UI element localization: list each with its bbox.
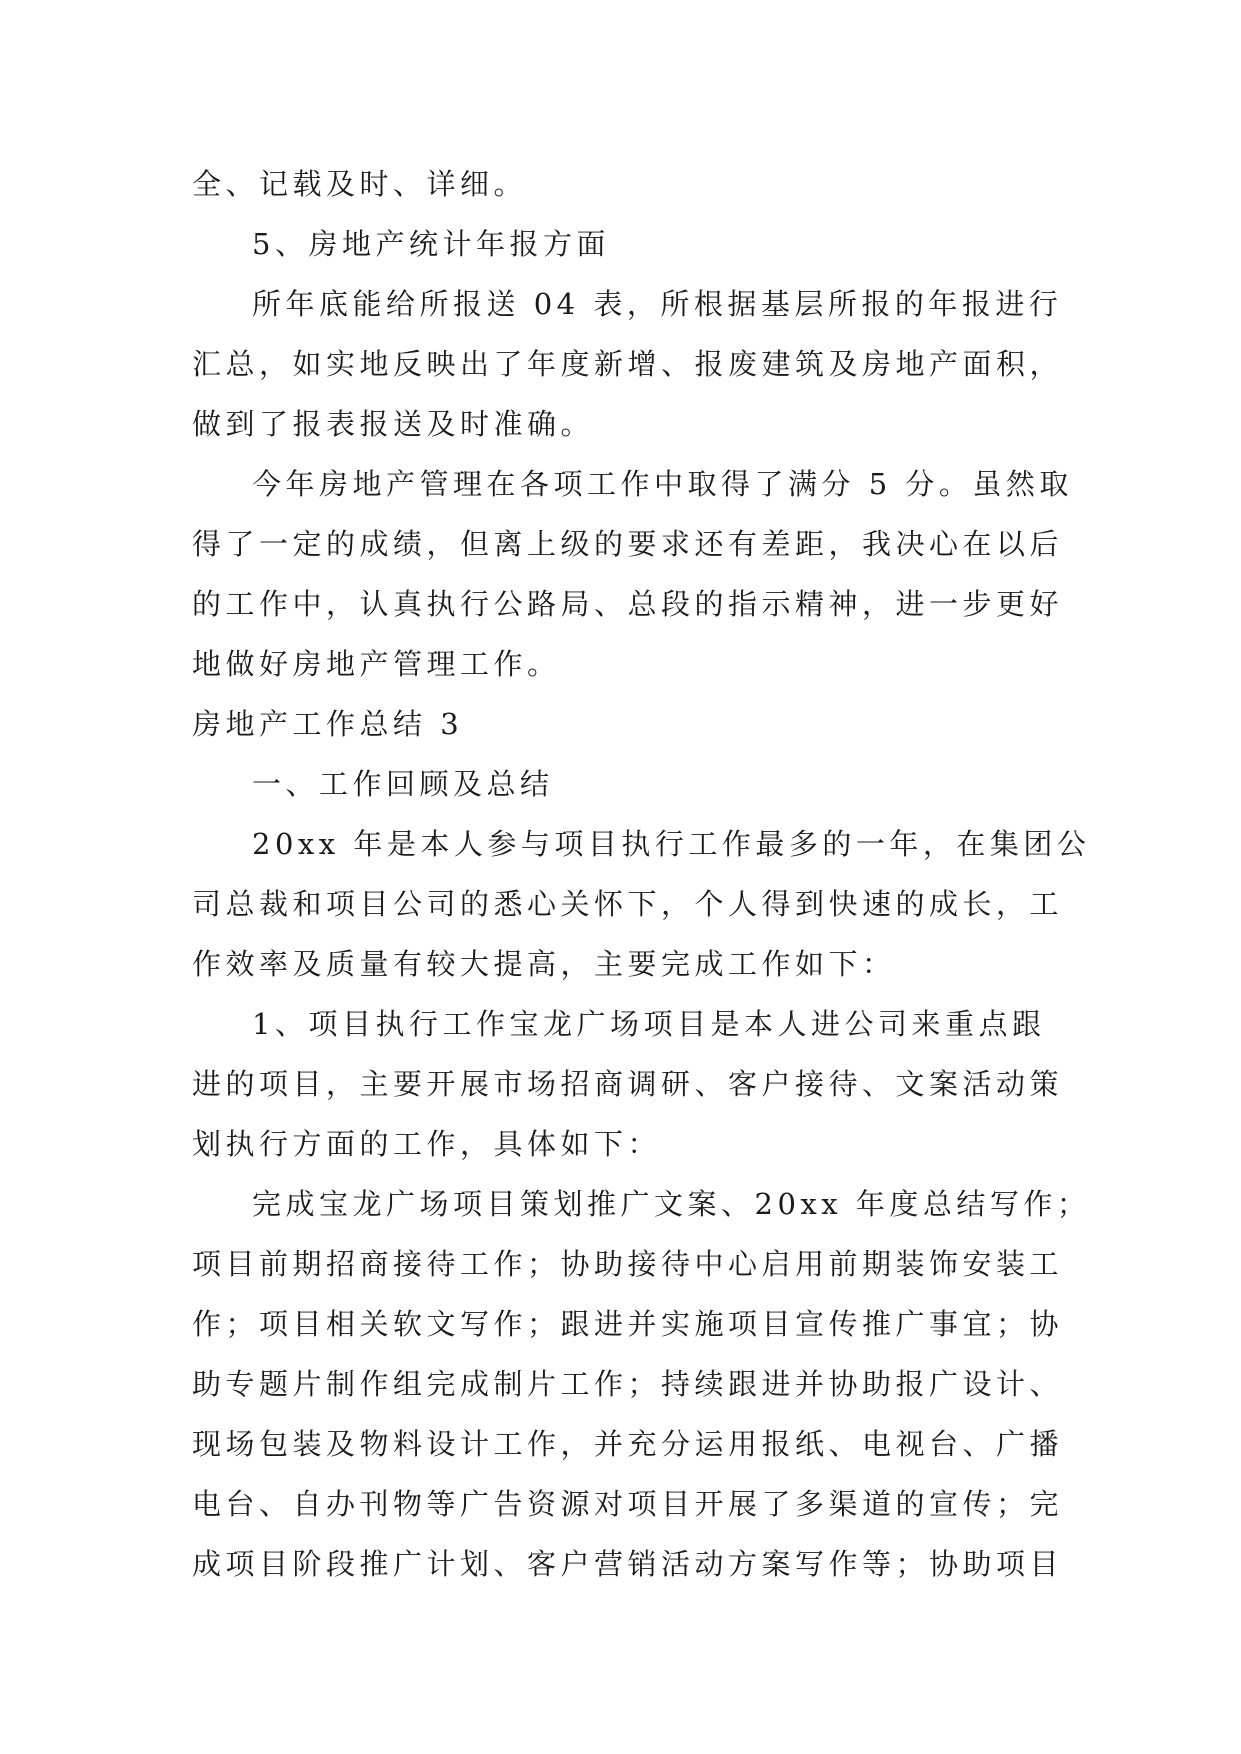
text-line-4: 汇总，如实地反映出了年度新增、报废建筑及房地产面积， [192, 347, 1064, 381]
text-line-12: 20xx 年是本人参与项目执行工作最多的一年，在集团公 [252, 827, 1091, 861]
text-line-14: 作效率及质量有较大提高，主要完成工作如下： [192, 947, 896, 981]
text-line-16: 进的项目，主要开展市场招商调研、客户接待、文案活动策 [192, 1067, 1064, 1101]
text-line-8: 的工作中，认真执行公路局、总段的指示精神，进一步更好 [192, 587, 1064, 621]
text-line-19: 项目前期招商接待工作；协助接待中心启用前期装饰安装工 [192, 1247, 1064, 1281]
text-line-5: 做到了报表报送及时准确。 [192, 407, 595, 441]
document-title-3: 房地产工作总结 3 [192, 707, 464, 741]
text-line-1: 全、记载及时、详细。 [192, 167, 528, 201]
section-heading-review: 一、工作回顾及总结 [252, 767, 554, 801]
text-line-20: 作；项目相关软文写作；跟进并实施项目宣传推广事宜；协 [192, 1307, 1064, 1341]
text-line-21: 助专题片制作组完成制片工作；持续跟进并协助报广设计、 [192, 1367, 1064, 1401]
text-line-6: 今年房地产管理在各项工作中取得了满分 5 分。虽然取 [252, 467, 1073, 501]
text-line-24: 成项目阶段推广计划、客户营销活动方案写作等；协助项目 [192, 1547, 1064, 1581]
section-heading-statistics: 5、房地产统计年报方面 [252, 227, 610, 261]
text-line-15: 1、项目执行工作宝龙广场项目是本人进公司来重点跟 [252, 1007, 1046, 1041]
text-line-17: 划执行方面的工作，具体如下： [192, 1127, 662, 1161]
text-line-13: 司总裁和项目公司的悉心关怀下，个人得到快速的成长，工 [192, 887, 1064, 921]
text-line-23: 电台、自办刊物等广告资源对项目开展了多渠道的宣传；完 [192, 1487, 1064, 1521]
text-line-18: 完成宝龙广场项目策划推广文案、20xx 年度总结写作； [252, 1187, 1091, 1221]
text-line-22: 现场包装及物料设计工作，并充分运用报纸、电视台、广播 [192, 1427, 1064, 1461]
text-line-7: 得了一定的成绩，但离上级的要求还有差距，我决心在以后 [192, 527, 1064, 561]
text-line-3: 所年底能给所报送 04 表，所根据基层所报的年报进行 [252, 287, 1063, 321]
text-line-9: 地做好房地产管理工作。 [192, 647, 561, 681]
